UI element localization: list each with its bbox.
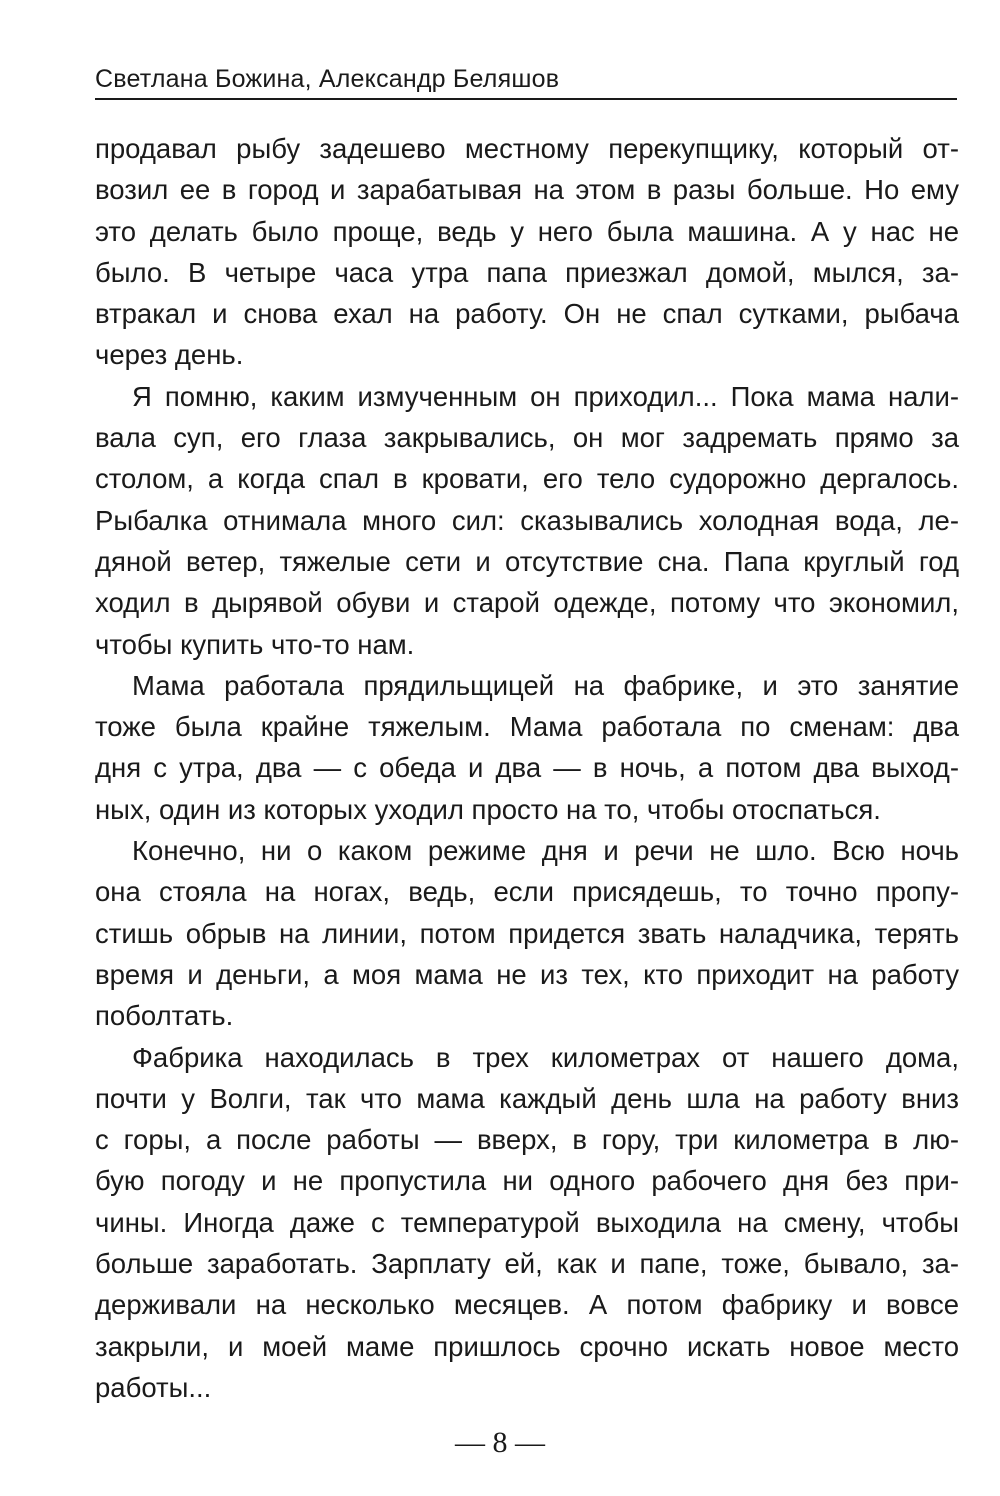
text-line: дня с утра, два — с обеда и два — в ночь, а потом два выход- [95,752,959,784]
text-line: она стояла на ногах, ведь, если присядешь, то точно пропу- [95,876,959,908]
text-line: Фабрика находилась в трех километрах от нашего дома, [132,1041,959,1073]
text-line: столом, а когда спал в кровати, его тело судорожно дергалось. [95,463,959,495]
text-line: ных, один из которых уходил просто на то, чтобы отоспаться. [95,793,881,825]
text-line: вала суп, его глаза закрывались, он мог задремать прямо за [95,422,959,454]
text-line: тоже была крайне тяжелым. Мама работала по сменам: два [95,711,959,743]
page-body-text [95,128,959,1408]
text-line: дяной ветер, тяжелые сети и отсутствие сна. Папа круглый год [95,545,959,577]
text-line: Рыбалка отнимала много сил: сказывались холодная вода, ле- [95,504,959,536]
text-line: стишь обрыв на линии, потом придется звать наладчика, терять [95,917,959,949]
text-line: ходил в дырявой обуви и старой одежде, потому что экономил, [95,587,959,619]
text-line: чтобы купить что-то нам. [95,628,415,660]
text-line: было. В четыре часа утра папа приезжал домой, мылся, за- [95,256,959,288]
text-line: Конечно, ни о каком режиме дня и речи не шло. Всю ночь [132,835,959,867]
text-line: больше заработать. Зарплату ей, как и папе, тоже, бывало, за- [95,1248,959,1280]
text-line: бую погоду и не пропустила ни одного рабочего дня без при- [95,1165,959,1197]
text-line: чины. Иногда даже с температурой выходила на смену, чтобы [95,1206,959,1238]
text-line: втракал и снова ехал на работу. Он не спал сутками, рыбача [95,298,959,330]
running-head: Светлана Божина, Александр Беляшов [95,62,957,100]
text-line: почти у Волги, так что мама каждый день шла на работу вниз [95,1082,959,1114]
text-line: время и деньги, а моя мама не из тех, кто приходит на работу [95,958,959,990]
text-line: держивали на несколько месяцев. А потом фабрику и вовсе [95,1289,959,1321]
text-line: продавал рыбу задешево местному перекупщику, который от- [95,133,959,164]
text-line: работы... [95,1371,212,1403]
text-line: с горы, а после работы — вверх, в гору, три километра в лю- [95,1124,959,1156]
text-line: возил ее в город и зарабатывая на этом в разы больше. Но ему [95,174,959,206]
text-line: поболтать. [95,1000,234,1032]
text-line: через день. [95,339,244,371]
text-line: это делать было проще, ведь у него была машина. А у нас не [95,215,959,247]
text-line: Я помню, каким измученным он приходил... Пока мама нали- [132,380,959,412]
text-line: Мама работала прядильщицей на фабрике, и это занятие [132,669,959,701]
page-number: — 8 — [455,1426,545,1459]
text-line: закрыли, и моей маме пришлось срочно искать новое место [95,1330,959,1362]
